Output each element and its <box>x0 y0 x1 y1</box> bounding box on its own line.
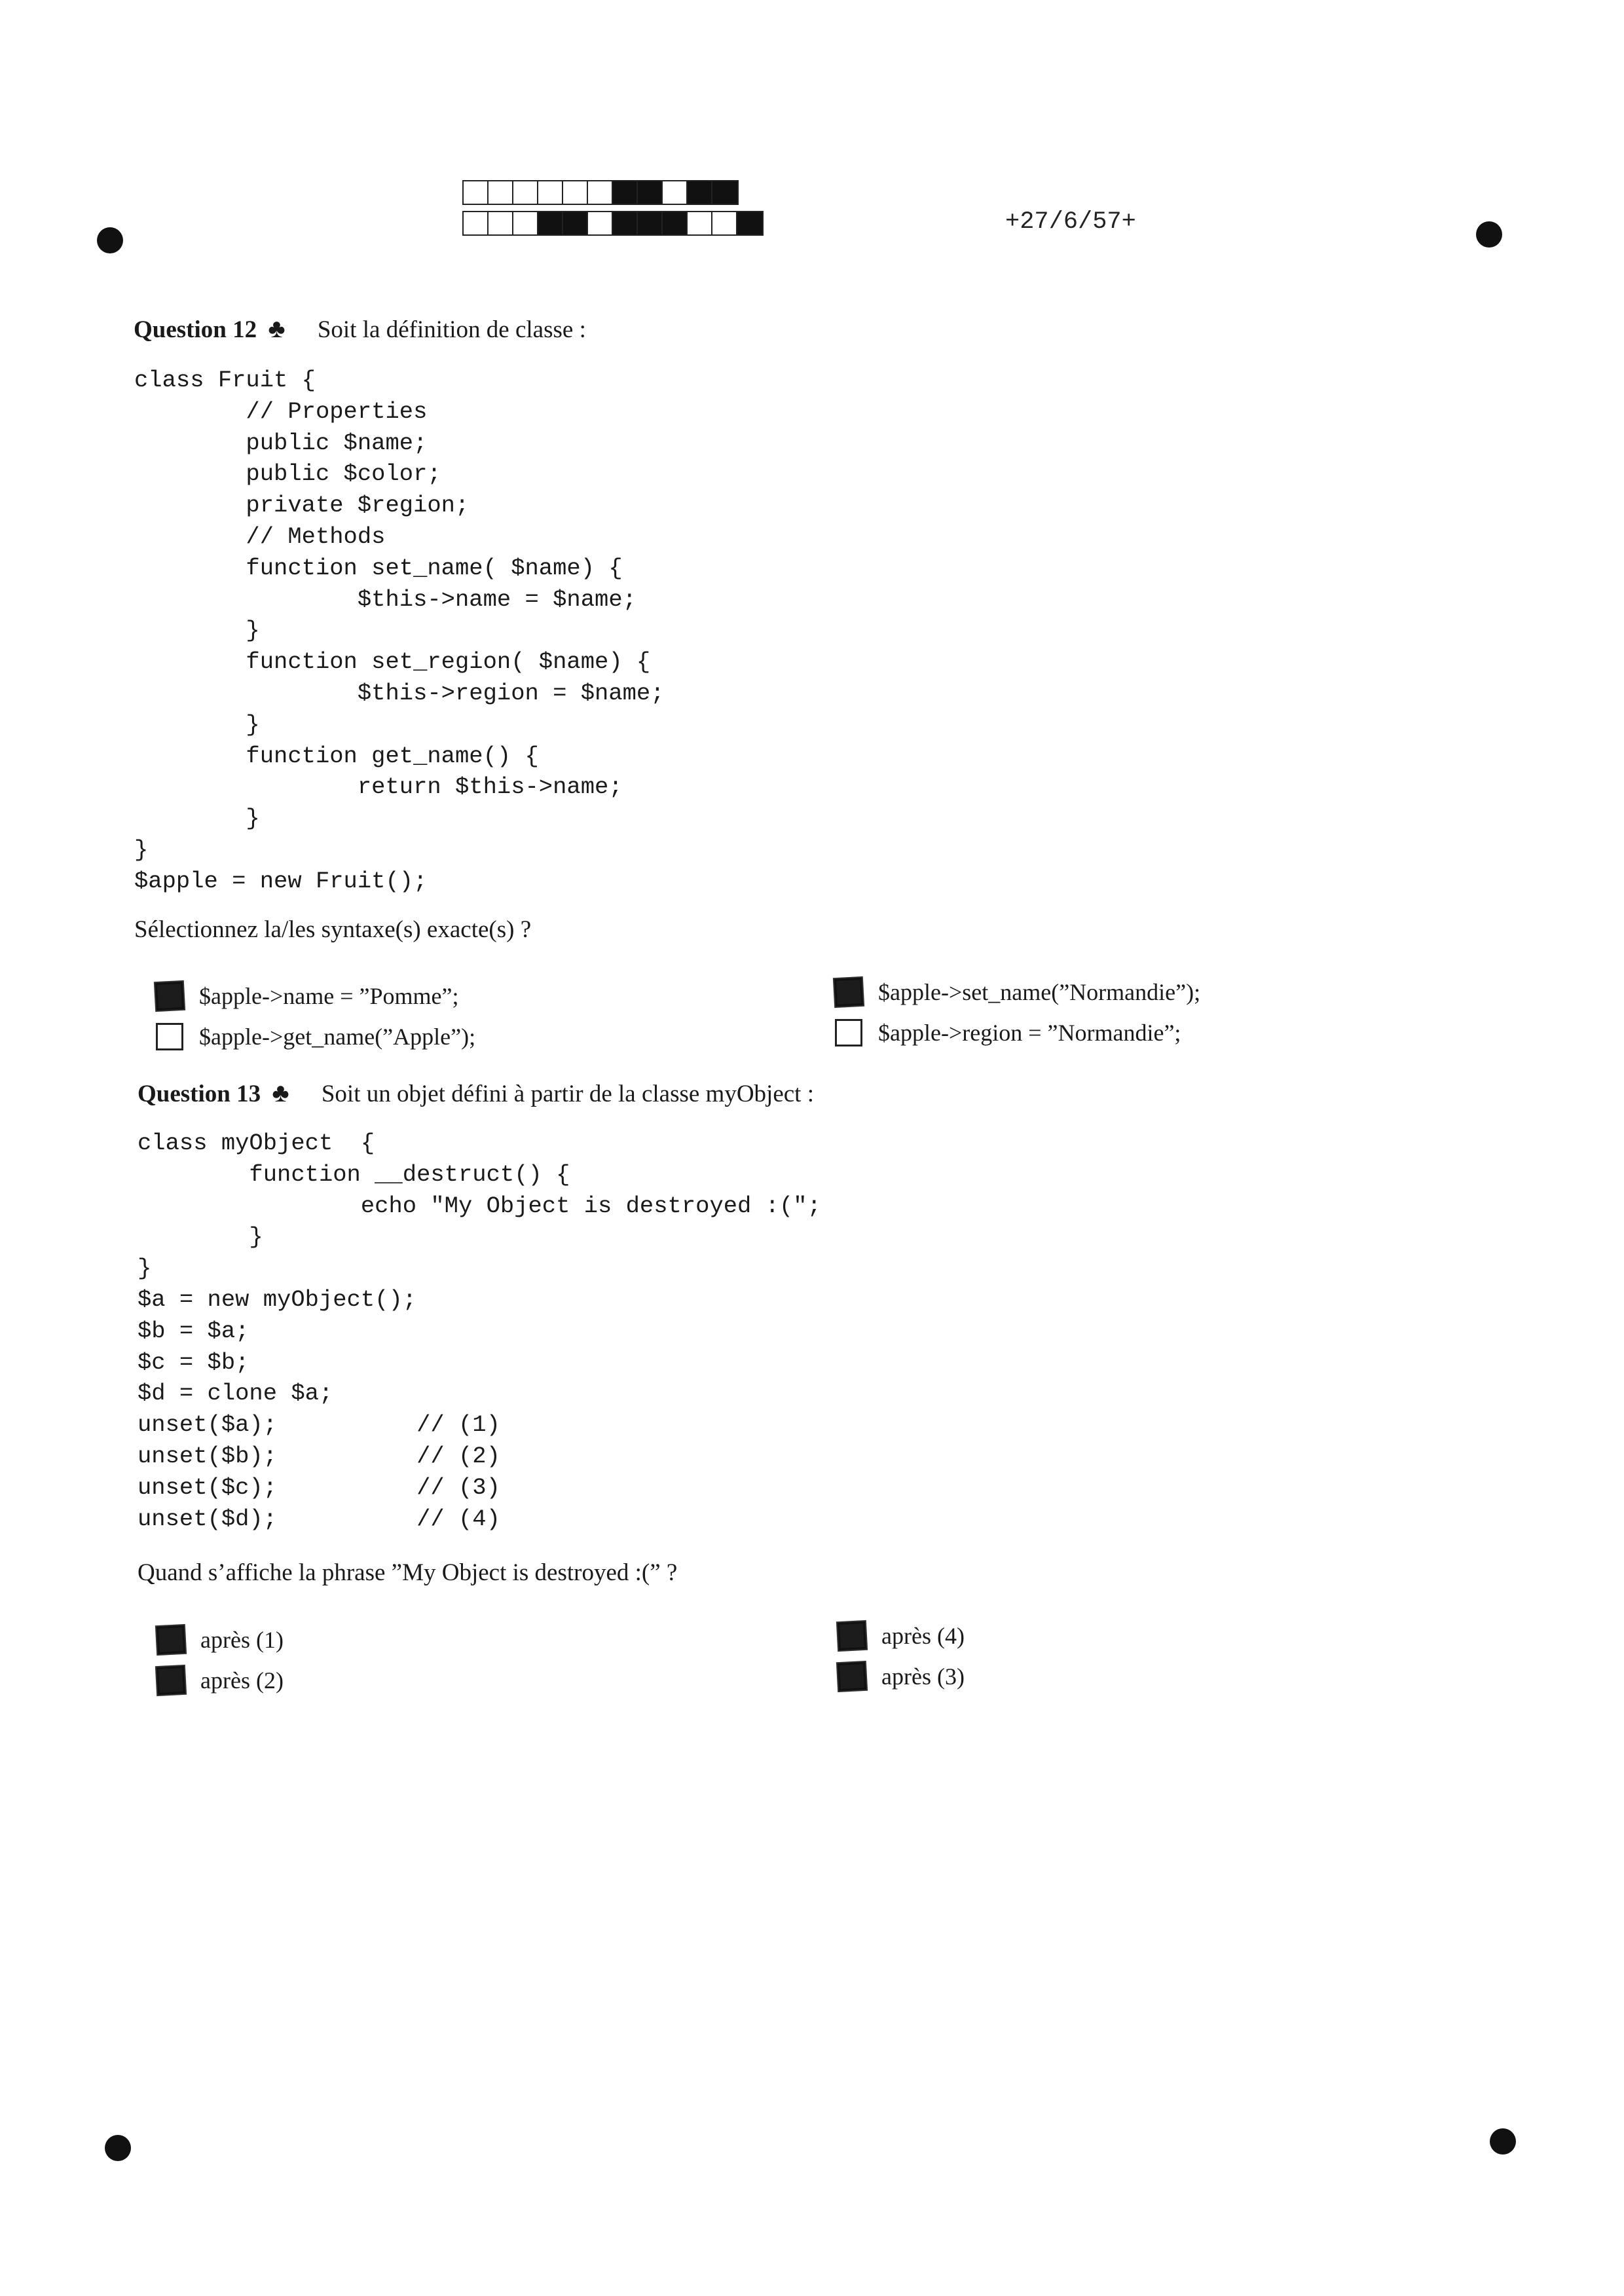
barcode-cell <box>588 181 613 204</box>
barcode-cell <box>464 212 489 234</box>
barcode-cell <box>613 212 638 234</box>
option-label: après (4) <box>881 1623 965 1649</box>
barcode-cell <box>613 181 638 204</box>
barcode-cell <box>663 212 688 234</box>
answer-option[interactable] <box>157 1667 284 1694</box>
barcode-cell <box>663 181 688 204</box>
question-13-header <box>138 1077 814 1108</box>
barcode-bottom <box>462 211 764 236</box>
barcode-cell <box>563 181 588 204</box>
code-block: class myObject { function __destruct() { echo "My Object is destroyed :("; } } $a = new myObject(); $b = $a; $c = $b; $d = clone $a; unset($a); // (1) unset($b); // (2) unset($c); // (3) unset($d); // (4) <box>138 1130 821 1532</box>
page-id: +27/6/57+ <box>1005 208 1136 236</box>
question-text: Soit la définition de classe : <box>317 316 586 343</box>
answer-option[interactable] <box>838 1663 965 1690</box>
barcode-cell <box>712 181 737 204</box>
code-block: class Fruit { // Properties public $name; public $color; private $region; // Methods function set_name( $name) { $this->name = $name; } function set_region( $name) { $this->region = $name; } function get_name() { return $this->name; } } $apple = new Fruit(); <box>134 367 665 895</box>
checkbox[interactable] <box>157 1625 185 1654</box>
registration-mark-top-left <box>97 227 123 253</box>
answer-option[interactable] <box>838 1622 965 1650</box>
option-label: après (1) <box>200 1627 284 1653</box>
checkbox[interactable] <box>157 1666 185 1695</box>
barcode-top <box>462 180 739 205</box>
barcode-cell <box>489 181 513 204</box>
barcode-cell <box>638 212 663 234</box>
barcode-cell <box>464 181 489 204</box>
option-label: après (2) <box>200 1667 284 1694</box>
option-label: $apple->name = ”Pomme”; <box>199 983 459 1009</box>
barcode-cell <box>688 212 712 234</box>
barcode-cell <box>513 212 538 234</box>
question-label: Question 12 <box>134 316 257 343</box>
barcode-cell <box>489 212 513 234</box>
registration-mark-bottom-right <box>1490 2128 1516 2155</box>
checkbox[interactable] <box>838 1621 866 1650</box>
registration-mark-top-right <box>1476 221 1502 248</box>
checkbox[interactable] <box>838 1662 866 1691</box>
checkbox[interactable] <box>835 1019 862 1046</box>
barcode-cell <box>688 181 712 204</box>
option-label: après (3) <box>881 1663 965 1690</box>
barcode-cell <box>513 181 538 204</box>
question-prompt: Quand s’affiche la phrase ”My Object is destroyed :(” ? <box>138 1559 678 1586</box>
club-icon: ♣ <box>268 314 286 343</box>
answer-option[interactable] <box>835 1019 1181 1046</box>
barcode-cell <box>638 181 663 204</box>
barcode-cell <box>538 212 563 234</box>
checkbox[interactable] <box>834 978 863 1007</box>
option-label: $apple->region = ”Normandie”; <box>878 1020 1181 1046</box>
option-label: $apple->get_name(”Apple”); <box>199 1024 476 1050</box>
barcode-cell <box>737 212 762 234</box>
barcode-cell <box>563 212 588 234</box>
checkbox[interactable] <box>155 982 184 1010</box>
answer-option[interactable] <box>157 1626 284 1654</box>
question-text: Soit un objet défini à partir de la classe myObject : <box>321 1081 814 1107</box>
answer-option[interactable] <box>156 1023 475 1050</box>
option-label: $apple->set_name(”Normandie”); <box>878 979 1201 1005</box>
barcode-cell <box>712 212 737 234</box>
answer-option[interactable] <box>835 978 1200 1006</box>
question-prompt: Sélectionnez la/les syntaxe(s) exacte(s) ? <box>134 916 532 943</box>
club-icon: ♣ <box>272 1078 289 1107</box>
barcode-cell <box>538 181 563 204</box>
registration-mark-bottom-left <box>105 2135 131 2161</box>
answer-option[interactable] <box>156 982 458 1010</box>
barcode-cell <box>588 212 613 234</box>
question-12-header <box>134 313 586 344</box>
question-label: Question 13 <box>138 1081 261 1107</box>
checkbox[interactable] <box>156 1023 183 1050</box>
